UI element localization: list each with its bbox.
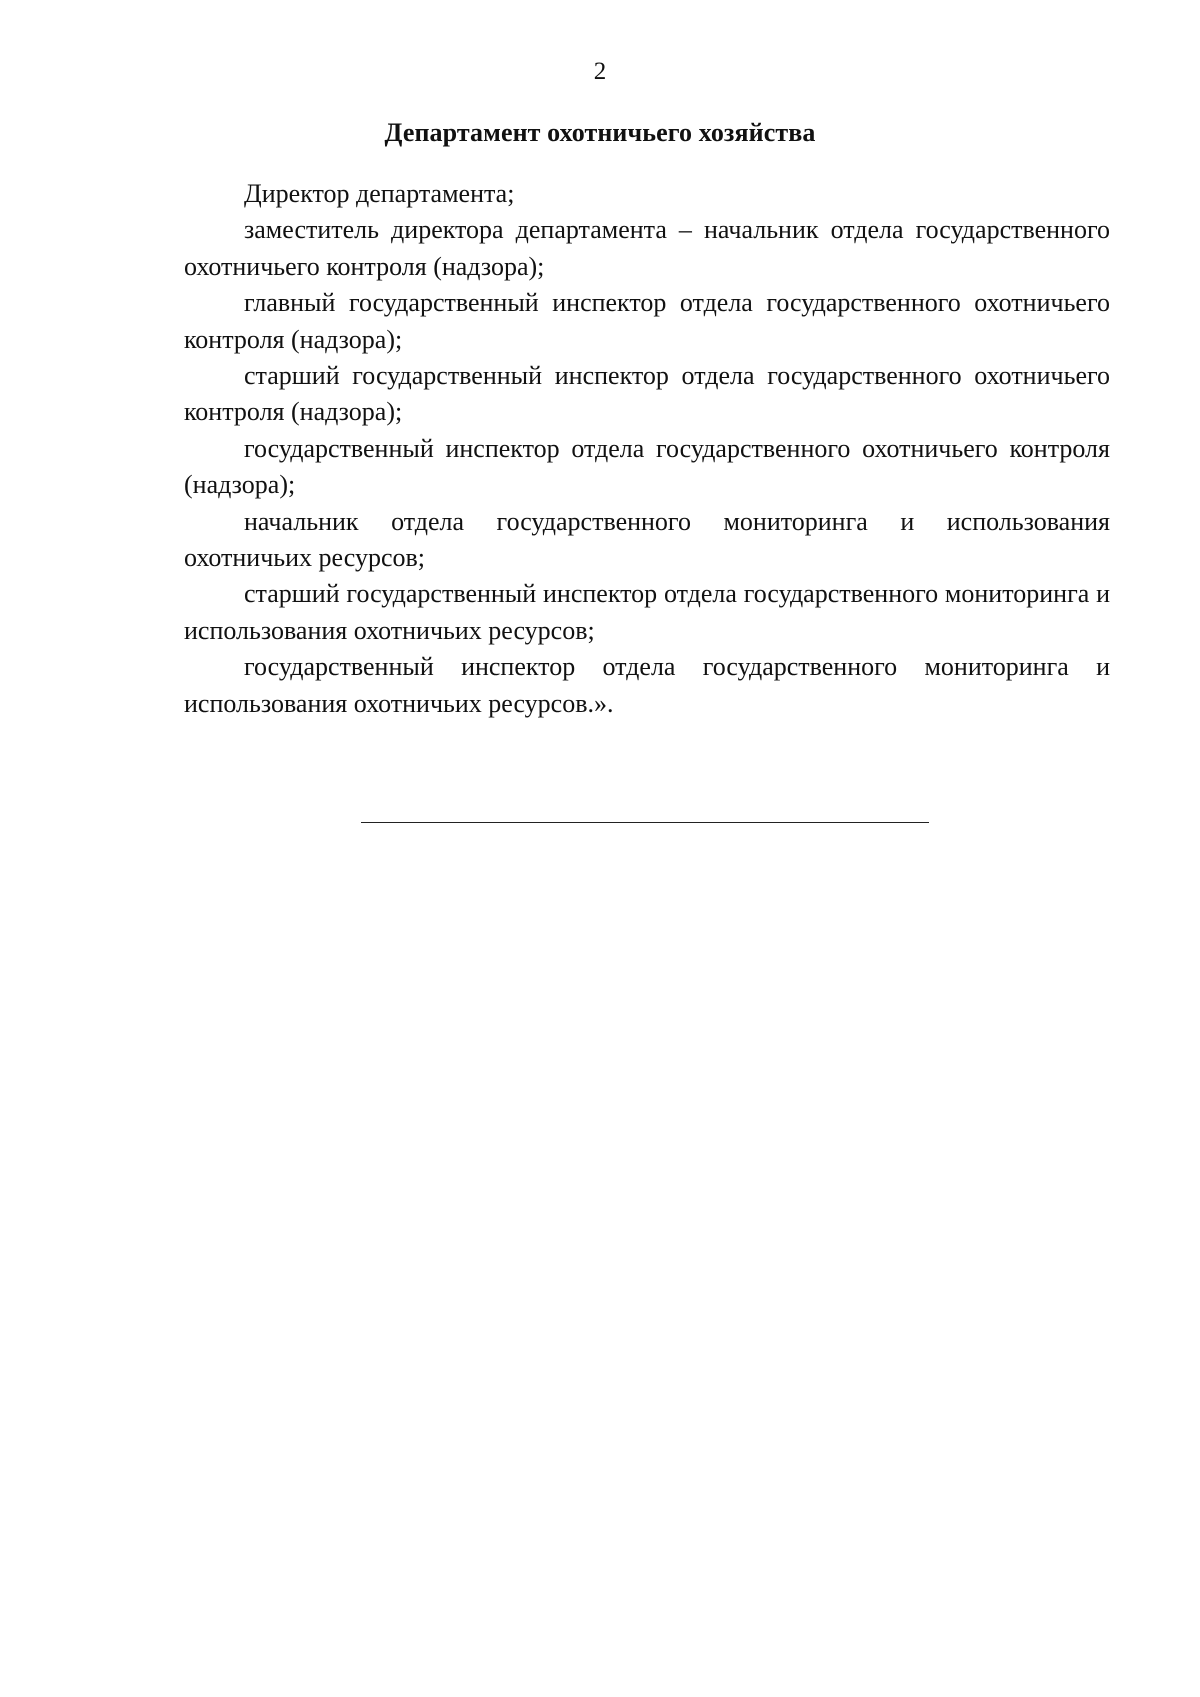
- position-list: [184, 176, 1110, 722]
- position-item: заместитель директора департамента – начальник отдела государственного охотничьего контроля (надзора);: [184, 215, 1110, 281]
- position-item: старший государственный инспектор отдела государственного охотничьего контроля (надзора);: [184, 361, 1110, 427]
- end-of-document-rule: [361, 822, 929, 823]
- position-item: старший государственный инспектор отдела государственного мониторинга и использования охотничьих ресурсов;: [184, 579, 1110, 645]
- position-item: государственный инспектор отдела государственного мониторинга и использования охотничьих ресурсов.».: [184, 652, 1110, 718]
- position-item: государственный инспектор отдела государственного охотничьего контроля (надзора);: [184, 433, 1110, 500]
- position-item: начальник отдела государственного мониторинга и использования охотничьих ресурсов;: [184, 506, 1110, 573]
- position-item: Директор департамента;: [244, 179, 515, 208]
- position-item: главный государственный инспектор отдела государственного охотничьего контроля (надзора);: [184, 288, 1110, 354]
- page-number: 2: [593, 58, 607, 85]
- department-heading: Департамент охотничьего хозяйства: [384, 118, 816, 147]
